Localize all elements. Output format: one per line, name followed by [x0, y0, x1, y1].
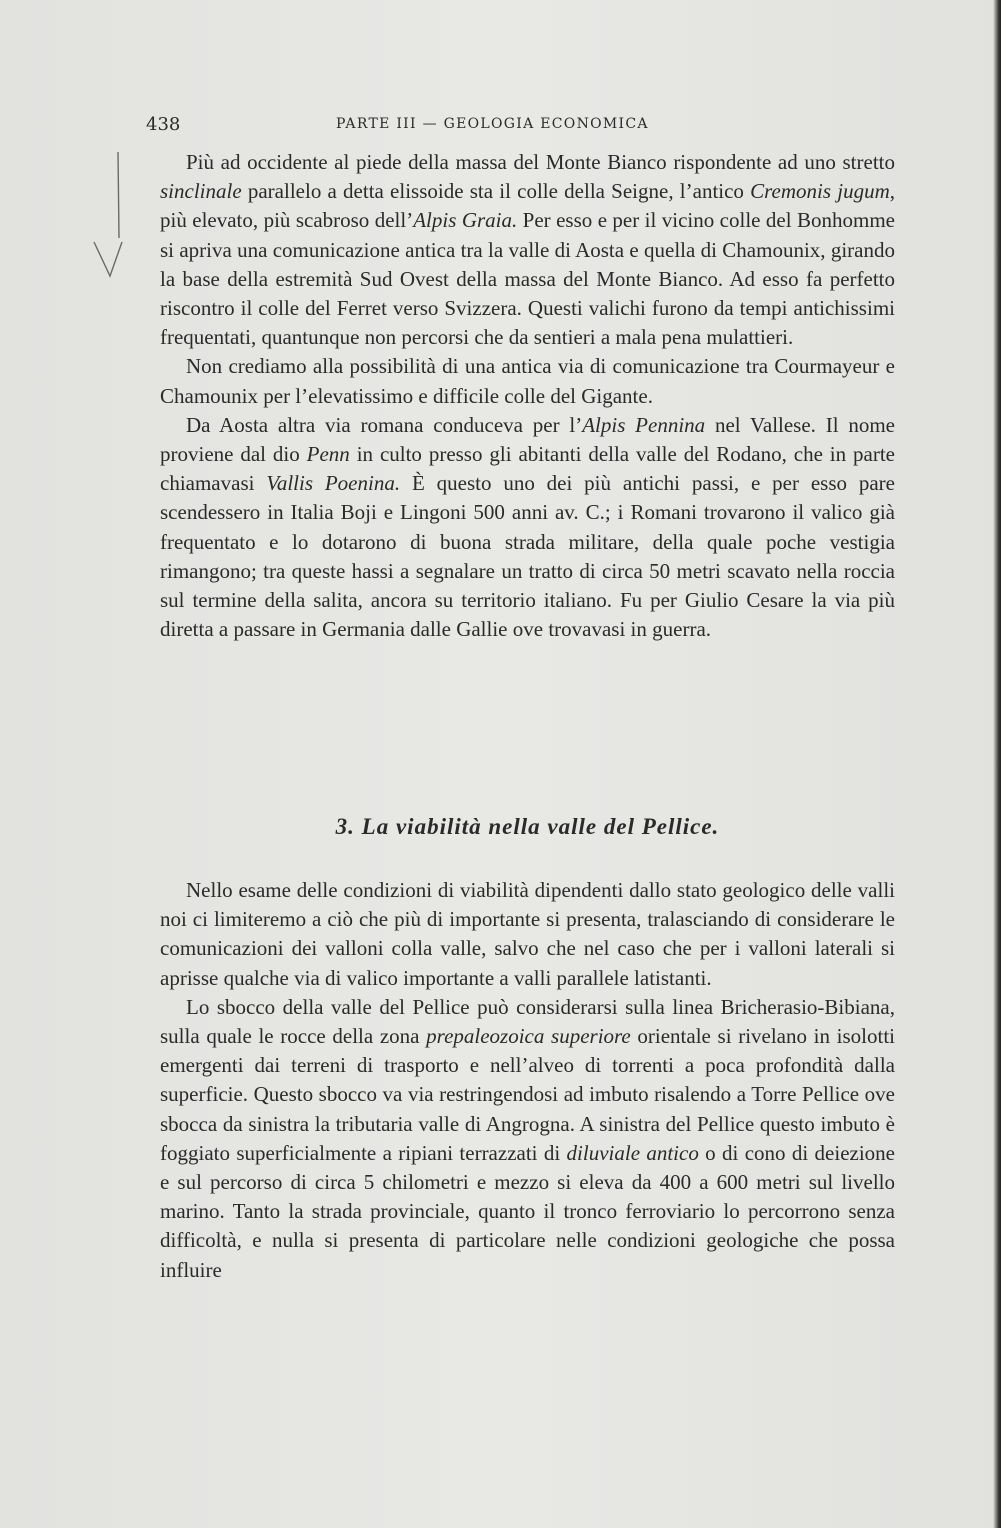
paragraph: Non crediamo alla possibilità di una antica via di comunicazione tra Courmayeur e Chamounix per l’elevatissimo e difficile colle del Gigante.: [160, 354, 895, 408]
paragraph: Da Aosta altra via romana conduceva per l’Alpis Pennina nel Vallese. Il nome proviene dal dio Penn in culto presso gli abitanti della valle del Rodano, che in parte chiamavasi Vallis Poenina. È questo uno dei più antichi passi, e per esso pare scendessero in Italia Boji e Lingoni 500 anni av. C.; i Romani trovarono il valico già frequentato e lo dotarono di buona strada militare, della quale poche vestigia rimangono; tra queste hassi a segnalare un tratto di circa 50 metri scavato nella roccia sul termine della salita, ancora su territorio italiano. Fu per Giulio Cesare la via più diretta a passare in Germania dalle Gallie ove trovavasi in guerra.: [160, 412, 895, 642]
running-head: PARTE III — GEOLOGIA ECONOMICA: [336, 116, 649, 132]
italic-term: diluviale antico: [566, 1140, 699, 1165]
page-edge-shadow: [993, 0, 1001, 1528]
italic-term: prepaleozoica superiore: [426, 1024, 631, 1049]
page-number: 438: [146, 114, 181, 135]
italic-term: Alpis Pennina: [582, 412, 706, 437]
italic-term: Penn: [306, 442, 350, 467]
page-header: [140, 114, 900, 140]
section-heading: 3. La viabilità nella valle del Pellice.: [335, 814, 720, 839]
paragraph: Più ad occidente al piede della massa del Monte Bianco rispondente ad uno stretto sinclinale parallelo a detta elissoide sta il colle della Seigne, l’antico Cremonis jugum, più elevato, più scabroso dell’Alpis Graia. Per esso e per il vicino colle del Bonhomme si apriva una comunicazione antica tra la valle di Aosta e quella di Chamounix, girando la base della estremità Sud Ovest della massa del Monte Bianco. Ad esso fa perfetto riscontro il colle del Ferret verso Svizzera. Questi valichi furono da tempi antichissimi frequentati, quantunque non percorsi che da sentieri a mala pena mulattieri.: [160, 150, 896, 350]
italic-term: Alpis Graia.: [413, 208, 518, 233]
section-1-text: [160, 148, 895, 644]
italic-term: Cremonis jugum: [750, 179, 890, 204]
paragraph: Nello esame delle condizioni di viabilità dipendenti dallo stato geologico delle valli noi ci limiteremo a ciò che più di importante si presenta, tralasciando di considerare le comunicazioni dei valloni colla valle, salvo che nel caso che per i valloni laterali si aprisse qualche via di valico importante a valli parallele latistanti.: [160, 878, 895, 990]
paragraph: Lo sbocco della valle del Pellice può considerarsi sulla linea Bricherasio-Bibiana, sulla quale le rocce della zona prepaleozoica superiore orientale si rivelano in isolotti emergenti dai terreni di trasporto e nell’alveo di torrenti a poca profondità dalla superficie. Questo sbocco va via restringendosi ad imbuto risalendo a Torre Pellice ove sbocca da sinistra la tributaria valle di Angrogna. A sinistra del Pellice questo imbuto è foggiato superficialmente a ripiani terrazzati di diluviale antico o di cono di deiezione e sul percorso di circa 5 chilometri e mezzo si eleva da 400 a 600 metri sul livello marino. Tanto la strada provinciale, quanto il tronco ferroviario lo percorrono senza difficoltà, e nulla si presenta di particolare nelle condizioni geologiche che possa influire: [160, 994, 895, 1282]
italic-term: Vallis Poenina.: [266, 471, 401, 496]
pencil-margin-mark-icon: [88, 148, 128, 288]
section-2-text: [160, 876, 895, 1285]
italic-term: sinclinale: [160, 179, 242, 204]
